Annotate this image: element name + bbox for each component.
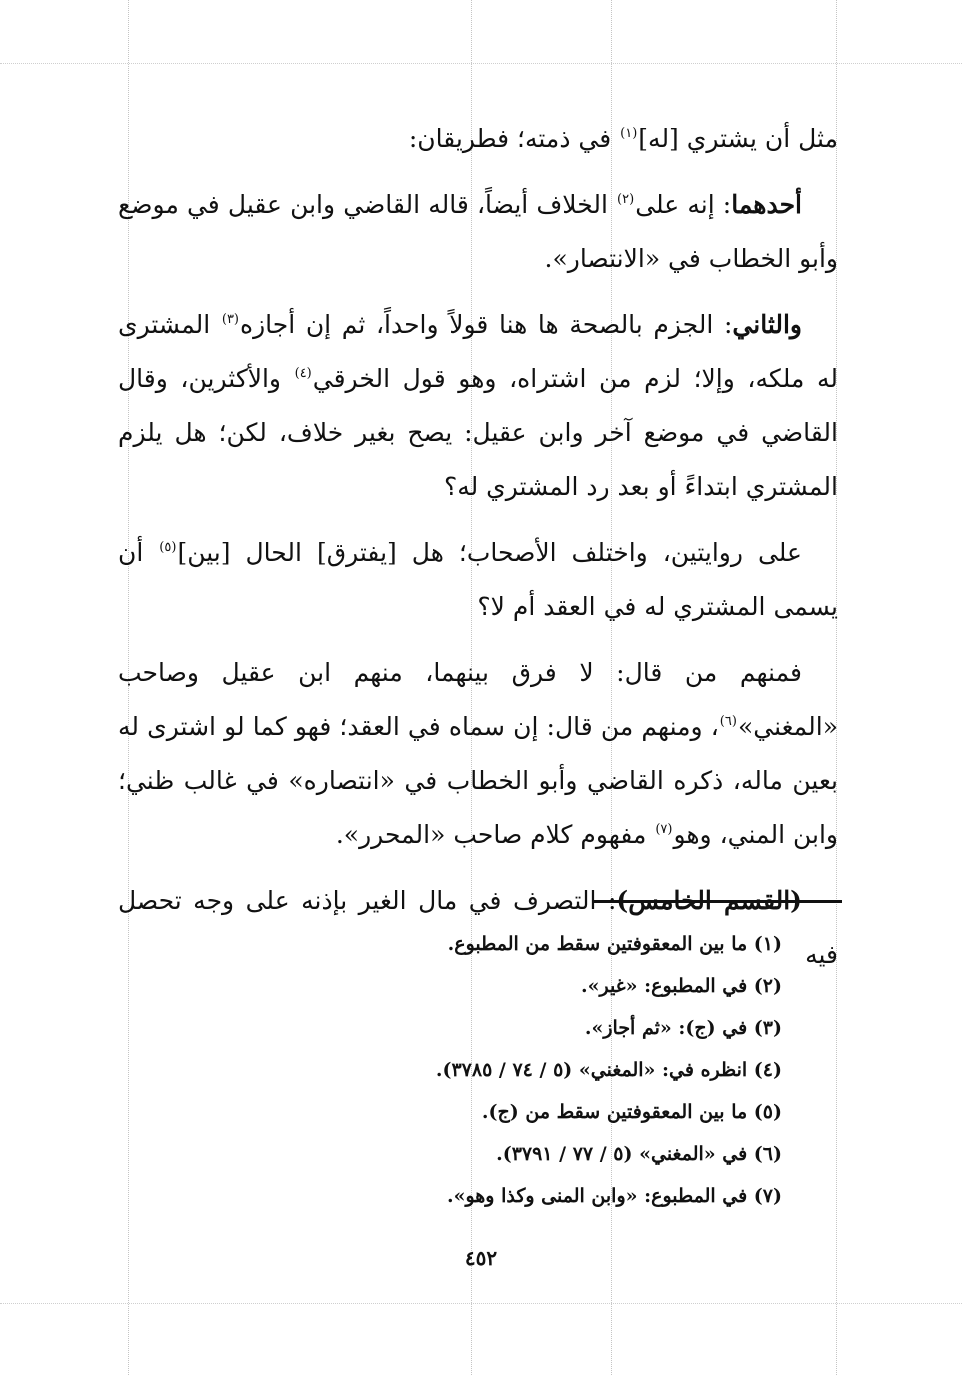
paragraph-text: مثل أن يشتري [له] [638, 124, 838, 153]
footnotes [142, 923, 782, 1217]
footnote: (٦) في «المغني» (٥ / ٧٧ / ٣٧٩١). [496, 1143, 782, 1165]
paragraph-lead: أحدهما [731, 190, 802, 219]
footnote: (٥) ما بين المعقوفتين سقط من (ج). [481, 1101, 782, 1123]
footnote: (١) ما بين المعقوفتين سقط من المطبوع. [447, 933, 782, 955]
paragraph-text: : التصرف في مال الغير بإذنه على وجه تحصل فيه [118, 886, 838, 969]
footnote-marker: (٢) [617, 192, 635, 207]
paragraph [118, 526, 838, 634]
paragraph-text: على روايتين، واختلف الأصحاب؛ هل [يفترق] الحال [بين] [177, 538, 802, 567]
paragraph-text: والأكثرين، وقال القاضي في موضع آخر وابن عقيل: يصح بغير خلاف، لكن؛ هل يلزم المشتري ابتداءً أو بعد رد المشتري له؟ [118, 364, 838, 501]
footnote-marker: (٥) [159, 540, 177, 555]
footnote-marker: (٣) [221, 312, 239, 327]
paragraph-text: أن يسمى المشتري له في العقد أم لا؟ [118, 538, 838, 621]
paragraph-text: الخلاف أيضاً، قاله القاضي وابن عقيل في موضع وأبو الخطاب في «الانتصار». [118, 190, 838, 273]
footnote-marker: (٤) [294, 366, 312, 381]
footnote: (٣) في (ج): «ثم أجاز». [584, 1017, 782, 1039]
footnote: (٢) في المطبوع: «غير». [580, 975, 782, 997]
page-number: ٤٥٢ [464, 1246, 498, 1270]
footnote-separator [592, 900, 842, 903]
footnote-marker: (٦) [719, 714, 737, 729]
paragraph [118, 112, 838, 166]
paragraph-text: فمنهم من قال: لا فرق بينهما، منهم ابن عقيل وصاحب «المغني» [118, 658, 838, 741]
footnote: (٤) انظره في: «المغني» (٥ / ٧٤ / ٣٧٨٥). [435, 1059, 782, 1081]
paragraph-text: في ذمته؛ فطريقان: [408, 124, 620, 153]
paragraph-text: مفهوم كلام صاحب «المحرر». [335, 820, 655, 849]
paragraph [118, 298, 838, 514]
scan-guide-line [0, 1303, 962, 1304]
footnote: (٧) في المطبوع: «وابن المنى وكذا وهو». [446, 1185, 782, 1207]
paragraph-lead: والثاني [732, 310, 802, 339]
paragraph-text: ، ومنهم من قال: إن سماه في العقد؛ فهو كما لو اشترى له بعين ماله، ذكره القاضي وأبو الخطاب في «انتصاره» في غالب ظني؛ وابن المني، وهو [118, 712, 838, 849]
paragraph [118, 646, 838, 862]
footnote-marker: (١) [620, 126, 638, 141]
paragraph [118, 178, 838, 286]
scan-guide-line [0, 63, 962, 64]
paragraph-text: المشترى له ملكه، وإلا؛ لزم من اشتراه، وهو قول الخرقي [118, 310, 838, 393]
main-text [118, 112, 838, 994]
paragraph-lead: (القسم الخامس) [616, 886, 803, 915]
paragraph-text: : إنه على [635, 190, 732, 219]
footnote-marker: (٧) [655, 822, 673, 837]
paragraph-text: : الجزم بالصحة ها هنا قولاً واحداً، ثم إن أجازه [240, 310, 733, 339]
